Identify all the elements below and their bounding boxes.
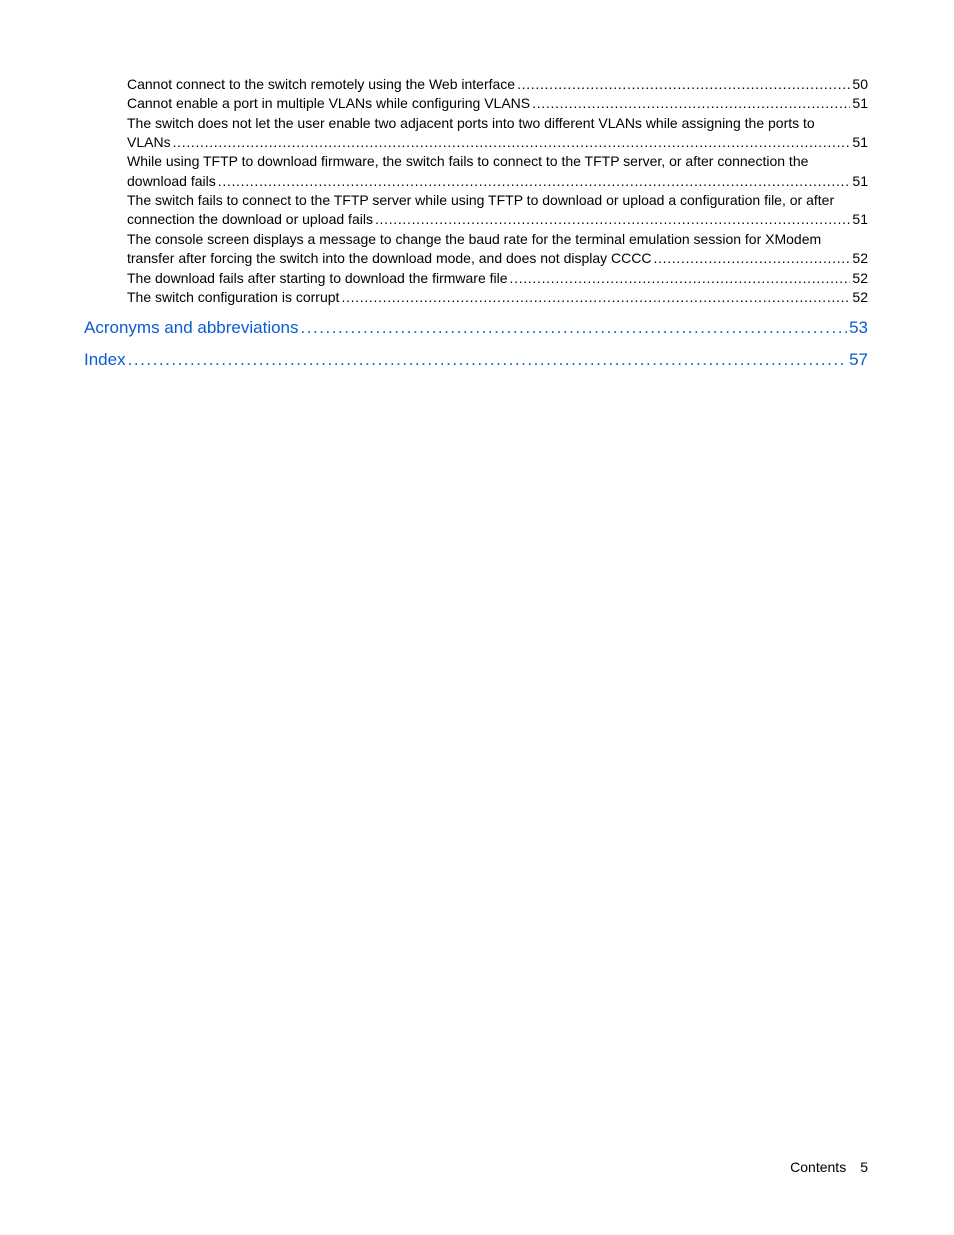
page-footer [790, 1158, 868, 1177]
toc-entry-title: The switch configuration is corrupt [127, 289, 340, 305]
toc-entry[interactable] [127, 269, 868, 289]
toc-entry[interactable] [127, 75, 868, 95]
dot-leader [375, 210, 850, 230]
toc-entry-page: 51 [852, 211, 868, 227]
toc-chapter-index[interactable] [84, 349, 868, 371]
toc-entry-page: 50 [852, 76, 868, 92]
dot-leader [654, 249, 851, 269]
dot-leader [341, 288, 850, 308]
toc-entry[interactable] [127, 288, 868, 308]
toc-chapter-acronyms[interactable] [84, 317, 868, 339]
toc-entry-page: 52 [852, 270, 868, 286]
toc-chapter-title: Acronyms and abbreviations [84, 318, 299, 337]
toc-chapter-page: 53 [849, 318, 868, 337]
toc-entry[interactable] [127, 249, 868, 269]
toc-entry-title-line[interactable]: While using TFTP to download firmware, the switch fails to connect to the TFTP server, or after connection the [127, 153, 809, 169]
dot-leader [517, 75, 850, 95]
toc-entry-title: transfer after forcing the switch into the download mode, and does not display CCCC [127, 250, 652, 266]
toc-entry-title: download fails [127, 173, 216, 189]
toc-entry-title: connection the download or upload fails [127, 211, 373, 227]
toc-entry[interactable] [127, 210, 868, 230]
dot-leader [301, 317, 848, 339]
toc-entry-title: Cannot connect to the switch remotely using the Web interface [127, 76, 516, 92]
toc-entry-page: 51 [852, 95, 868, 111]
toc-entry[interactable] [127, 94, 868, 114]
toc-entry-title: VLANs [127, 134, 171, 150]
toc-entry-page: 51 [852, 134, 868, 150]
toc-entry-title: Cannot enable a port in multiple VLANs while configuring VLANS [127, 95, 531, 111]
dot-leader [128, 349, 847, 371]
toc-entry[interactable] [127, 172, 868, 192]
toc-entry[interactable] [127, 133, 868, 153]
toc-entry-title-line[interactable]: The console screen displays a message to change the baud rate for the terminal emulation session for XModem [127, 231, 822, 247]
toc-chapter-title: Index [84, 350, 126, 369]
dot-leader [510, 269, 851, 289]
toc-entry-page: 52 [852, 289, 868, 305]
dot-leader [173, 133, 851, 153]
toc-entry-page: 52 [852, 250, 868, 266]
footer-page-number: 5 [860, 1159, 868, 1175]
toc-entry-title-line[interactable]: The switch does not let the user enable two adjacent ports into two different VLANs while assigning the ports to [127, 115, 815, 131]
toc-chapter-page: 57 [849, 350, 868, 369]
dot-leader [218, 172, 851, 192]
toc-entry-title-line[interactable]: The switch fails to connect to the TFTP server while using TFTP to download or upload a configuration file, or after [127, 192, 835, 208]
toc-entry-title: The download fails after starting to download the firmware file [127, 270, 508, 286]
toc-entry-page: 51 [852, 173, 868, 189]
footer-section-label: Contents [790, 1159, 847, 1175]
dot-leader [532, 94, 850, 114]
